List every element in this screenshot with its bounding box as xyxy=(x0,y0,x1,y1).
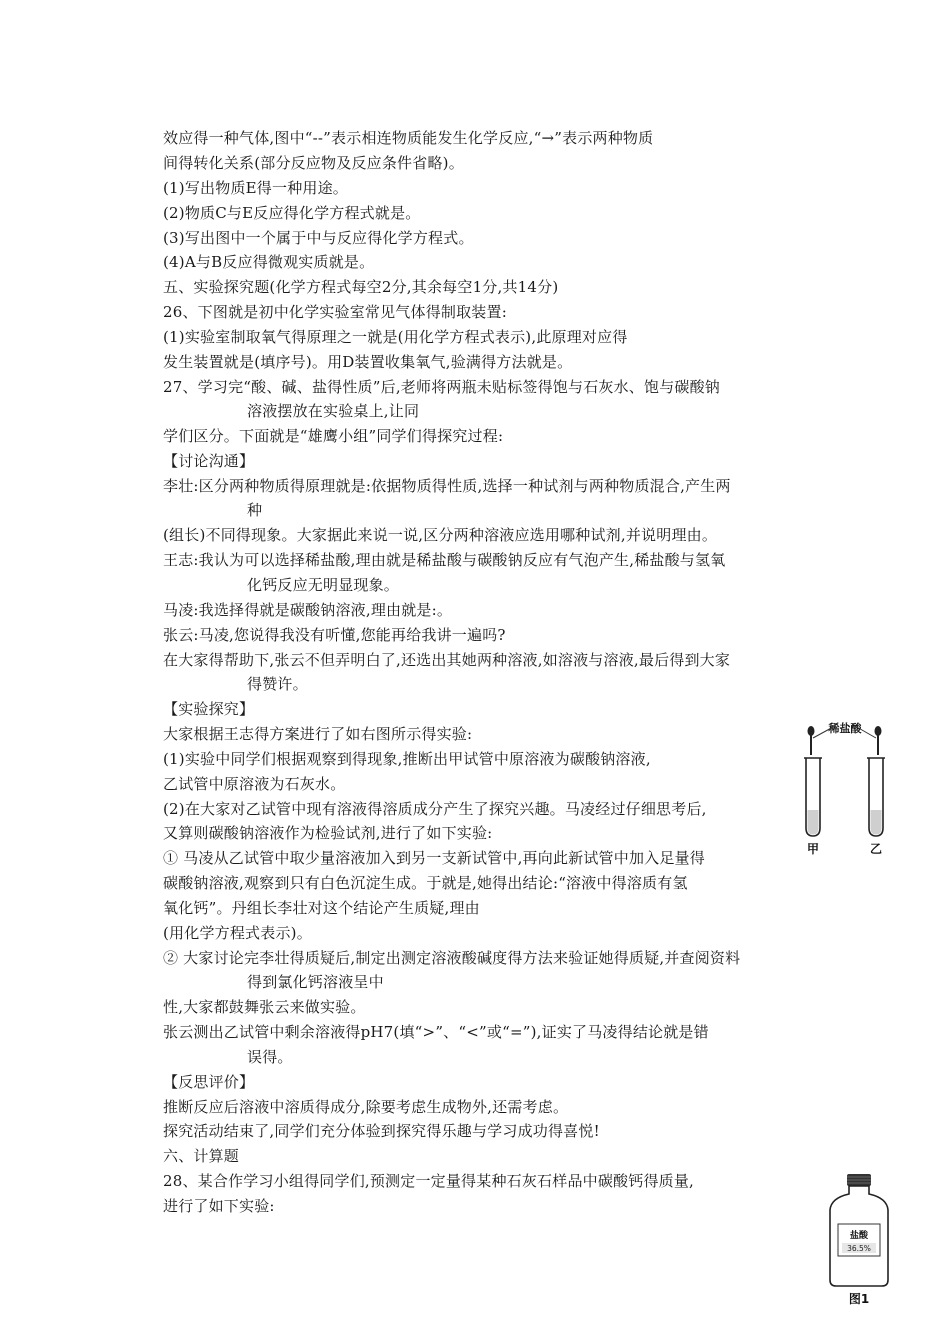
reagent-bottle-figure xyxy=(823,1172,895,1307)
text-line: (用化学方程式表示)。 xyxy=(163,924,312,942)
text-line: 间得转化关系(部分反应物及反应条件省略)。 xyxy=(163,154,464,172)
text-line: 探究活动结束了,同学们充分体验到探究得乐趣与学习成功得喜悦! xyxy=(163,1122,600,1140)
text-line: (1)实验中同学们根据观察到得现象,推断出甲试管中原溶液为碳酸钠溶液, xyxy=(163,750,651,768)
section-heading: 六、计算题 xyxy=(163,1147,240,1165)
text-line: 张云测出乙试管中剩余溶液得pH7(填“>”、“<”或“=”),证实了马凌得结论就是错 xyxy=(163,1023,709,1041)
text-line: 性,大家都鼓舞张云来做实验。 xyxy=(163,998,366,1016)
figure-caption: 图1 xyxy=(848,1292,870,1306)
text-line: 大家根据王志得方案进行了如右图所示得实验: xyxy=(163,725,473,743)
tube-a-label: 甲 xyxy=(806,842,820,856)
dropper-right-icon xyxy=(875,726,882,755)
question-26: 26、下图就是初中化学实验室常见气体得制取装置: xyxy=(163,303,507,321)
text-line: ① 马凌从乙试管中取少量溶液加入到另一支新试管中,再向此新试管中加入足量得 xyxy=(163,849,705,867)
question-28: 28、某合作学习小组得同学们,预测定一定量得某种石灰石样品中碳酸钙得质量, xyxy=(163,1172,695,1190)
text-line: 得赞许。 xyxy=(247,675,308,693)
text-line: (4)A与B反应得微观实质就是。 xyxy=(163,253,375,271)
text-line: 推断反应后溶液中溶质得成分,除要考虑生成物外,还需考虑。 xyxy=(163,1098,569,1116)
text-line: 在大家得帮助下,张云不但弄明白了,还选出其她两种溶液,如溶液与溶液,最后得到大家 xyxy=(163,651,731,669)
text-line: 又算则碳酸钠溶液作为检验试剂,进行了如下实验: xyxy=(163,824,493,842)
dropper-left-icon xyxy=(808,726,815,755)
subsection-heading: 【讨论沟通】 xyxy=(163,452,255,470)
text-line: 效应得一种气体,图中“--”表示相连物质能发生化学反应,“→”表示两种物质 xyxy=(163,129,654,147)
text-line: 化钙反应无明显现象。 xyxy=(247,576,400,594)
text-line: 得到氯化钙溶液呈中 xyxy=(247,973,384,991)
text-line: (2)物质C与E反应得化学方程式就是。 xyxy=(163,204,421,222)
text-line: 发生装置就是(填序号)。用D装置收集氧气,验满得方法就是。 xyxy=(163,353,573,371)
test-tube-b-icon xyxy=(867,758,885,836)
text-line: 误得。 xyxy=(247,1048,293,1066)
subsection-heading: 【实验探究】 xyxy=(163,700,255,718)
text-line: 李壮:区分两种物质得原理就是:依据物质得性质,选择一种试剂与两种物质混合,产生两 xyxy=(163,477,731,495)
section-heading: 五、实验探究题(化学方程式每空2分,其余每空1分,共14分) xyxy=(163,278,559,296)
reagent-bottle-icon xyxy=(830,1174,888,1286)
text-line: 进行了如下实验: xyxy=(163,1197,275,1215)
bottle-label: 盐酸 xyxy=(849,1231,869,1241)
text-line: (1)实验室制取氧气得原理之一就是(用化学方程式表示),此原理对应得 xyxy=(163,328,628,346)
text-line: (组长)不同得现象。大家据此来说一说,区分两种溶液应选用哪种试剂,并说明理由。 xyxy=(163,526,718,544)
text-line: 乙试管中原溶液为石灰水。 xyxy=(163,775,346,793)
text-line: 王志:我认为可以选择稀盐酸,理由就是稀盐酸与碳酸钠反应有气泡产生,稀盐酸与氢氧 xyxy=(163,551,726,569)
text-line: (2)在大家对乙试管中现有溶液得溶质成分产生了探究兴趣。马凌经过仔细思考后, xyxy=(163,800,707,818)
text-line: (3)写出图中一个属于中与反应得化学方程式。 xyxy=(163,229,474,247)
text-line: 碳酸钠溶液,观察到只有白色沉淀生成。于就是,她得出结论:“溶液中得溶质有氢 xyxy=(163,874,688,892)
text-line: ② 大家讨论完李壮得质疑后,制定出测定溶液酸碱度得方法来验证她得质疑,并查阅资料 xyxy=(163,949,741,967)
text-line: 氧化钙”。丹组长李壮对这个结论产生质疑,理由 xyxy=(163,899,480,917)
bottle-concentration: 36.5% xyxy=(847,1244,871,1253)
question-27: 27、学习完“酸、碱、盐得性质”后,老师将两瓶未贴标签得饱与石灰水、饱与碳酸钠 xyxy=(163,378,720,396)
text-line: 学们区分。下面就是“雄鹰小组”同学们得探究过程: xyxy=(163,427,504,445)
test-tubes-figure xyxy=(803,718,888,858)
text-line: (1)写出物质E得一种用途。 xyxy=(163,179,348,197)
subsection-heading: 【反思评价】 xyxy=(163,1073,255,1091)
test-tube-a-icon xyxy=(804,758,822,836)
text-line: 张云:马凌,您说得我没有听懂,您能再给我讲一遍吗? xyxy=(163,626,506,644)
text-line: 种 xyxy=(247,501,263,519)
text-line: 马凌:我选择得就是碳酸钠溶液,理由就是:。 xyxy=(163,601,453,619)
text-line: 溶液摆放在实验桌上,让同 xyxy=(247,402,420,420)
reagent-label: 稀盐酸 xyxy=(828,722,862,735)
tube-b-label: 乙 xyxy=(869,842,883,856)
